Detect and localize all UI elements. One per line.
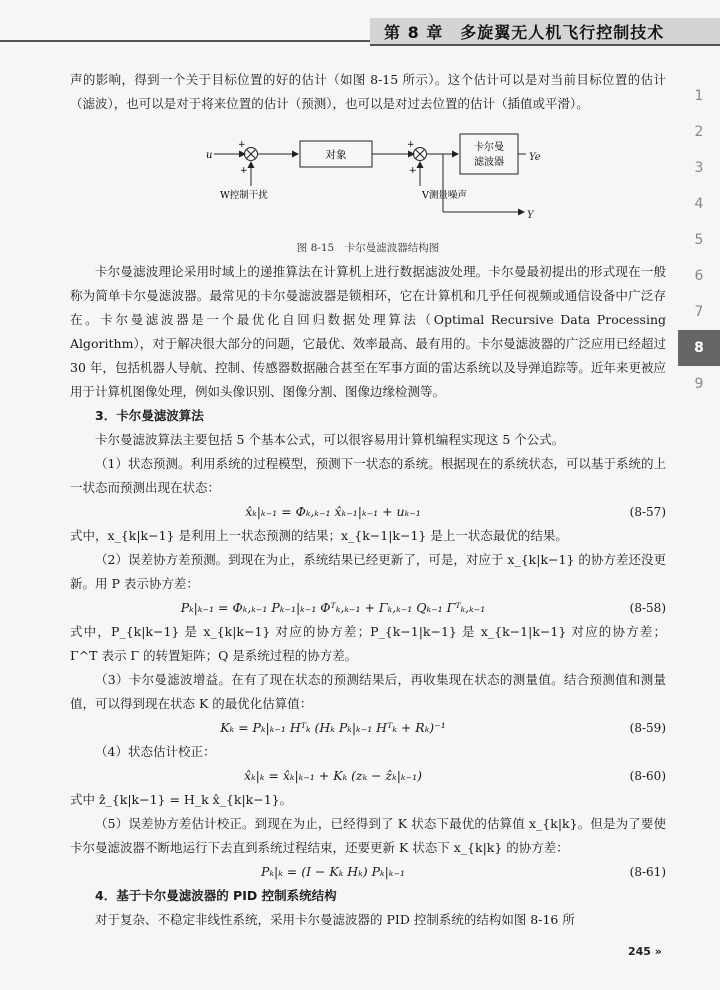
kf-label-line1: 卡尔曼 bbox=[474, 142, 504, 153]
paragraph: 对于复杂、不稳定非线性系统，采用卡尔曼滤波器的 PID 控制系统的结构如图 8-16 所 bbox=[95, 912, 575, 927]
thumb-item: 2 bbox=[694, 124, 704, 140]
thumb-item: 9 bbox=[694, 376, 704, 392]
paragraph: （3）卡尔曼滤波增益。在有了现在状态的预测结果后，再收集现在状态的测量值。结合预测值和测量值，可以得到现在状态 K 的最优化估算值： bbox=[70, 672, 666, 711]
plus-sign: + bbox=[407, 140, 415, 150]
kf-label-line2: 滤波器 bbox=[474, 157, 504, 168]
output-y-label: Y bbox=[527, 210, 534, 221]
w-disturbance-label: W控制干扰 bbox=[220, 190, 268, 201]
equation-8-60 bbox=[70, 764, 666, 788]
page-number: 245 » bbox=[628, 945, 662, 958]
paragraph: 卡尔曼滤波算法主要包括 5 个基本公式，可以很容易用计算机编程实现这 5 个公式。 bbox=[95, 432, 565, 447]
equation-expression: Kₖ = Pₖ|ₖ₋₁ Hᵀₖ (Hₖ Pₖ|ₖ₋₁ Hᵀₖ + Rₖ)⁻¹ bbox=[220, 720, 446, 735]
header-rule bbox=[0, 40, 380, 42]
equation-expression: Pₖ|ₖ = (I − Kₖ Hₖ) Pₖ|ₖ₋₁ bbox=[261, 864, 405, 879]
thumb-item: 5 bbox=[694, 232, 704, 248]
output-ye-label: Ye bbox=[529, 152, 541, 163]
chapter-thumb-index bbox=[678, 78, 720, 402]
paragraph: 式中，x_{k|k−1} 是利用上一状态预测的结果；x_{k−1|k−1} 是上一状态最优的结果。 bbox=[70, 528, 568, 543]
equation-number: (8-60) bbox=[629, 769, 666, 783]
thumb-item: 1 bbox=[694, 88, 704, 104]
thumb-item: 7 bbox=[694, 304, 704, 320]
equation-number: (8-57) bbox=[629, 505, 666, 519]
thumb-item: 6 bbox=[694, 268, 704, 284]
thumb-item-active: 8 bbox=[678, 330, 720, 366]
equation-expression: x̂ₖ|ₖ₋₁ = Φₖ,ₖ₋₁ x̂ₖ₋₁|ₖ₋₁ + uₖ₋₁ bbox=[245, 504, 421, 519]
thumb-item: 3 bbox=[694, 160, 704, 176]
section-heading: 4．基于卡尔曼滤波器的 PID 控制系统结构 bbox=[95, 888, 337, 903]
plus-sign: + bbox=[240, 166, 248, 176]
section-heading: 3．卡尔曼滤波算法 bbox=[95, 408, 204, 423]
paragraph: 卡尔曼滤波理论采用时域上的递推算法在计算机上进行数据滤波处理。卡尔曼最初提出的形式现在一般称为简单卡尔曼滤波器。最常见的卡尔曼滤波器是锁相环，它在计算机和几乎任何视频或通信设备中广泛存在。卡尔曼滤波器是一个最优化自回归数据处理算法（Optimal Recursive Data Processing Algorithm），对于解决很大部分的问题，它最优、效率最高、最有用的。卡尔曼滤波器的广泛应用已经超过 30 年，包括机器人导航、控制、传感器数据融合甚至在军事方面的雷达系统以及导弹追踪等。近年来更被应用于计算机图像处理，例如头像识别、图像分割、图像边缘检测等。 bbox=[70, 264, 666, 399]
equation-8-57 bbox=[70, 500, 666, 524]
equation-expression: Pₖ|ₖ₋₁ = Φₖ,ₖ₋₁ Pₖ₋₁|ₖ₋₁ Φᵀₖ,ₖ₋₁ + Γₖ,ₖ₋₁ Qₖ₋₁ Γᵀₖ,ₖ₋₁ bbox=[180, 600, 486, 615]
equation-8-59 bbox=[70, 716, 666, 740]
plus-sign: + bbox=[238, 140, 246, 150]
equation-8-61 bbox=[70, 860, 666, 884]
paragraph: （1）状态预测。利用系统的过程模型，预测下一状态的系统。根据现在的系统状态，可以基于系统的上一状态而预测出现在状态： bbox=[70, 456, 666, 495]
input-u-label: u bbox=[206, 150, 213, 161]
chapter-header bbox=[0, 0, 720, 60]
v-noise-label: V测量噪声 bbox=[422, 190, 467, 201]
paragraph: （2）误差协方差预测。到现在为止，系统结果已经更新了，可是，对应于 x_{k|k−1} 的协方差还没更新。用 P 表示协方差： bbox=[70, 552, 666, 591]
chapter-title: 第 8 章 多旋翼无人机飞行控制技术 bbox=[384, 23, 665, 42]
equation-expression: x̂ₖ|ₖ = x̂ₖ|ₖ₋₁ + Kₖ (zₖ − ẑₖ|ₖ₋₁) bbox=[244, 768, 422, 783]
equation-number: (8-59) bbox=[629, 721, 666, 735]
plus-sign: + bbox=[409, 166, 417, 176]
plant-label: 对象 bbox=[325, 149, 347, 161]
equation-number: (8-61) bbox=[629, 865, 666, 879]
thumb-item: 4 bbox=[694, 196, 704, 212]
paragraph: 式中 ẑ_{k|k−1} = H_k x̂_{k|k−1}。 bbox=[70, 792, 293, 807]
equation-number: (8-58) bbox=[629, 601, 666, 615]
equation-8-58 bbox=[70, 596, 666, 620]
figure-caption: 图 8-15 卡尔曼滤波器结构图 bbox=[296, 242, 440, 254]
kalman-structure-diagram bbox=[200, 120, 530, 220]
page-content bbox=[70, 68, 666, 932]
figure-8-15 bbox=[70, 120, 666, 242]
paragraph: 声的影响，得到一个关于目标位置的好的估计（如图 8-15 所示）。这个估计可以是对当前目标位置的估计（滤波），也可以是对于将来位置的估计（预测），也可以是对过去位置的估计（插值或平滑）。 bbox=[70, 72, 666, 111]
paragraph: （4）状态估计校正： bbox=[95, 744, 216, 759]
paragraph: （5）误差协方差估计校正。到现在为止，已经得到了 K 状态下最优的估算值 x_{k|k}。但是为了要使卡尔曼滤波器不断地运行下去直到系统过程结束，还要更新 K 状态下 x_{k|k} 的协方差： bbox=[70, 816, 666, 855]
paragraph: 式中，P_{k|k−1} 是 x_{k|k−1} 对应的协方差；P_{k−1|k−1} 是 x_{k−1|k−1} 对应的协方差；Γ^T 表示 Γ 的转置矩阵；Q 是系统过程的协方差。 bbox=[70, 624, 666, 663]
kalman-filter-block bbox=[460, 134, 518, 174]
